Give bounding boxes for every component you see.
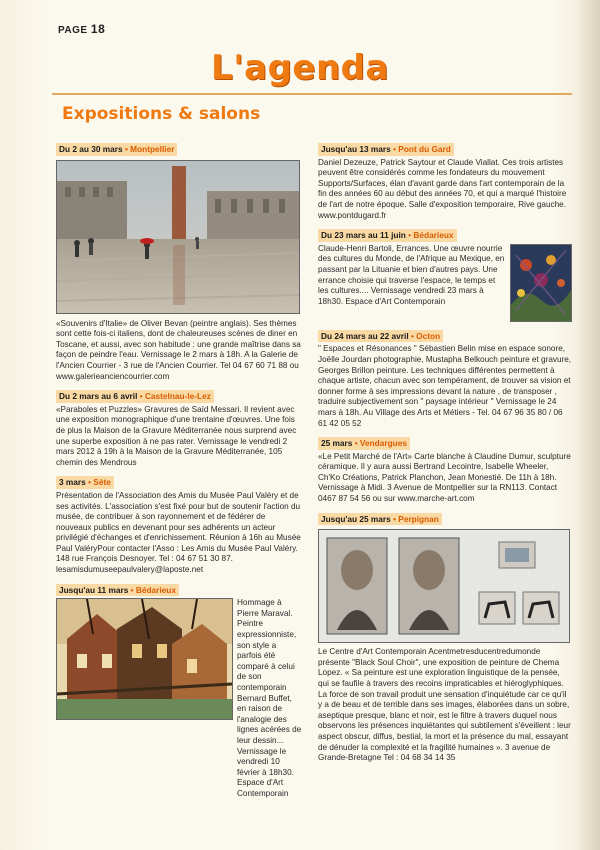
- event-entry: [318, 330, 572, 429]
- page-title: L'agenda: [211, 48, 389, 88]
- bartoli-artwork-image: [510, 244, 572, 322]
- event-entry: [56, 476, 302, 575]
- event-place: Bédarieux: [413, 230, 454, 241]
- event-dates: 25 mars: [321, 438, 353, 449]
- event-description: Le Centre d'Art Contemporain Acentmetresducentredumonde présente "Black Soul Choir", une exposition de peinture de Chema Lopez. « Sa peinture est une exploration linguistique de la pensée, qui se faufile à travers des recoins impraticables et hiéroglyphiques. La force de son travail produit une sensation d'inquiétude car ce qu'il y a de beau et de terrible dans ses images, élaborées dans un sobre, aseptique presque, blanc et noir, est le filtre à travers duquel nous observons les présences inquiétantes qui subtilement s'éveillent : leur aspect obscur, diffus, bestial, la mort et la présence du mal, essayant de dénuder la complexité et la fragilité humaines ». 3 avenue de Grande-Bretagne Tel : 04 68 34 14 35: [318, 647, 571, 763]
- right-column: [318, 143, 572, 772]
- event-description: Claude-Henri Bartoli, Errances. Une œuvre nourrie des cultures du Monde, de l'Afrique au Mexique, en passant par la Lituanie et bien d'autres pays. Une errance choisie qui traverse l'espace, le temps et les cultures.... Vernissage vendredi 23 mars à 18h30. Espace d'Art Contemporain: [318, 243, 505, 306]
- event-entry: [56, 390, 302, 468]
- event-description: Hommage à Pierre Maraval. Peintre expressionniste, son style a parfois été comparé à celui de son contemporain Bernard Buffet, en raison de l'analogie des lignes acérées de leur dessin... Vernissage le vendredi 10 février à 18h30. Espace d'Art Contemporain: [237, 598, 302, 798]
- event-description: " Espaces et Résonances " Sébastien Belin mise en espace sonore, Joëlle Jourdan photographie, Mustapha Belkouch peinture et gravure, Georges Brillon peinture. Les techniques différentes permettent à chaque artiste, chacun avec son tempérament, de trouver sa vision et donner forme à ses impressions devant la nature , de transposer , traduire subjectivement son " paysage intérieur " Vernissage le 24 mars à 18h. Au Village des Arts et Métiers - Tel. 04 67 96 35 80 / 06 61 42 05 52: [318, 344, 572, 428]
- event-dates: Jusqu'au 25 mars: [321, 513, 391, 524]
- event-dates: Du 2 mars au 6 avril: [59, 391, 138, 402]
- event-description: «Souvenirs d'Italie» de Oliver Bevan (peintre anglais). Ses thèmes sont cette fois-ci italiens, dont de chaleureuses scènes de diner en Toscane, et aussi, avec son habitude : une grande maîtrise dans sa façon de peindre l'eau. Vernissage le 2 mars à 18h. A la Galerie de l'Ancien Courrier - 3 rue de l'Ancien Courrier. Tel 04 67 60 71 88 ou www.galerieanciencourrier.com: [56, 318, 301, 381]
- event-entry: [318, 437, 572, 505]
- event-heading: 3 mars • Sète: [56, 476, 114, 489]
- event-place: Bédarieux: [135, 584, 176, 595]
- venice-painting-image: [56, 160, 300, 314]
- page-number-value: 18: [90, 22, 106, 36]
- event-entry: [318, 229, 572, 322]
- event-place: Vendargues: [359, 438, 407, 449]
- event-description: Présentation de l'Association des Amis du Musée Paul Valéry et de ses activités. L'association s'est fixé pour but de soutenir l'action du musée, de contribuer à son rayonnement et de fédérer de nouveaux publics en devenant pour ses adhérents un acteur privilégié d'échanges et d'enrichissement. Réunion à 16h au Musée Paul ValéryPour contacter l'Asso : Les Amis du Musée Paul Valéry. 148 rue François Desnoyer. Tel : 04 67 51 30 87. lesamisdumuseepaulvalery@laposte.net: [56, 490, 301, 575]
- title-divider: [52, 93, 572, 95]
- event-place: Octon: [416, 330, 441, 341]
- event-place: Perpignan: [398, 513, 439, 524]
- event-place: Pont du Gard: [398, 144, 451, 154]
- event-heading: Du 23 mars au 11 juin • Bédarieux: [318, 229, 457, 242]
- page-label: PAGE: [58, 25, 88, 36]
- event-heading: 25 mars • Vendargues: [318, 437, 410, 450]
- event-dates: Jusqu'au 13 mars: [321, 144, 391, 154]
- event-heading: Du 2 mars au 6 avril • Castelnau-le-Lez: [56, 390, 214, 403]
- event-entry: [318, 143, 572, 221]
- event-place: Sète: [93, 477, 111, 488]
- event-dates: Du 24 mars au 22 avril: [321, 330, 409, 341]
- event-heading: Jusqu'au 11 mars • Bédarieux: [56, 584, 179, 597]
- event-description: «Paraboles et Puzzles» Gravures de Saïd Messari. Il revient avec une exposition monographique d'une trentaine d'œuvres. Une fois de plus la Maison de la Gravure Méditerranée nous surprend avec une superbe exposition à ne pas rater. Vernissage le vendredi 2 mars 2012 à 19h à la Maison de la Gravure Méditerranée, 105 chemin des Mendrous: [56, 404, 297, 467]
- maraval-painting-image: [56, 598, 233, 720]
- event-dates: Jusqu'au 11 mars: [59, 584, 129, 595]
- event-place: Castelnau-le-Lez: [144, 391, 211, 402]
- event-place: Montpellier: [130, 144, 175, 154]
- event-dates: Du 23 mars au 11 juin: [321, 230, 406, 241]
- event-heading: Du 24 mars au 22 avril • Octon: [318, 330, 443, 343]
- section-title: Expositions & salons: [62, 104, 261, 124]
- left-column: [56, 143, 302, 808]
- event-heading: Jusqu'au 13 mars • Pont du Gard: [318, 143, 454, 156]
- event-description: «Le Petit Marché de l'Art» Carte blanche à Claudine Dumur, sculpture céramique. Il y aura aussi Bertrand Lecointre, Isabelle Wheeler, Ch'Ko Créations, Patrick Planchon, Jean Monestié. De 11h à 18h. Vernissage à Midi. 3 Avenue de Montpellier sur la RN113. Contact 0467 87 54 56 ou sur www.marche-art.com: [318, 451, 571, 504]
- event-dates: 3 mars: [59, 477, 86, 488]
- event-entry: [56, 584, 302, 800]
- event-heading: Du 2 au 30 mars • Montpellier: [56, 143, 177, 156]
- event-entry: [318, 513, 572, 764]
- event-entry: [56, 143, 302, 382]
- event-dates: Du 2 au 30 mars: [59, 144, 123, 154]
- page-number: [58, 22, 105, 36]
- event-heading: Jusqu'au 25 mars • Perpignan: [318, 513, 442, 526]
- page-edge-shadow: [576, 0, 600, 850]
- black-soul-choir-image: [318, 529, 570, 643]
- event-description: Daniel Dezeuze, Patrick Saytour et Claude Viallat. Ces trois artistes peuvent être considérés comme les fondateurs du mouvement Supports/Surfaces, élan d'avant garde dans l'art contemporain de la fin des années 60 au début des années 70, et qui a marqué l'histoire de l'art de notre époque. Salle d'exposition temporaire, Rive gauche. www.pontdugard.fr: [318, 157, 567, 220]
